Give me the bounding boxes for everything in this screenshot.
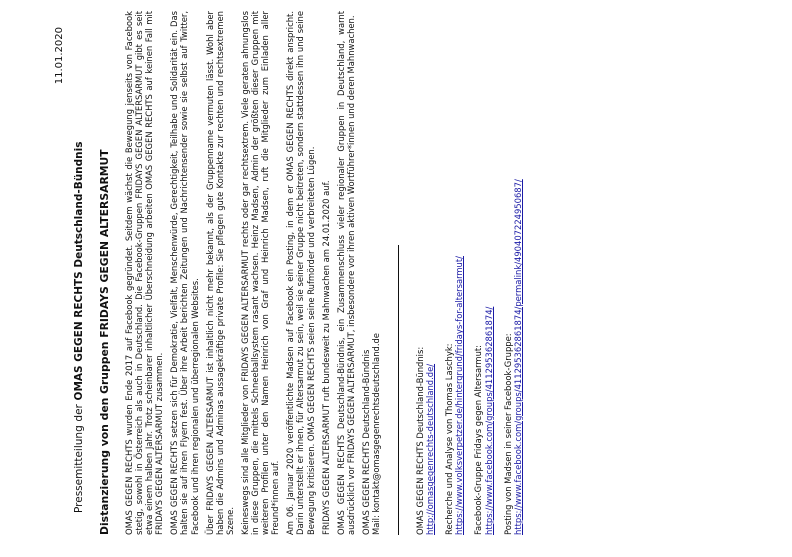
reference-label: OMAS GEGEN RECHTS Deutschland-Bündnis:	[415, 346, 426, 535]
paragraph: FRIDAYS GEGEN ALTERSARMUT ruft bundesweit zu Mahnwachen am 24.01.2020 auf.	[320, 180, 331, 535]
reference-label: Recherche und Analyse von Thomas Laschyk:	[444, 343, 455, 535]
paragraph: OMAS GEGEN RECHTS setzen sich für Demokratie, Vielfalt, Menschenwürde, Gerechtigkeit, Teilhabe und Solidarität ein. Das halten sie auf ihren Flyern fest. Über ihre Arbeit berichten Zeitungen und Nachrichtensender sowie sie selbst auf Twitter, Facebook und ihren regionalen und überregionalen Websites.	[169, 11, 200, 535]
separator-line	[398, 245, 399, 535]
subtitle: Distanzierung von den Gruppen FRIDAYS GEGEN ALTERSARMUT	[98, 149, 111, 535]
paragraph: OMAS GEGEN RECHTS wurden Ende 2017 auf Facebook gegründet. Seitdem wächst die Bewegung jenseits von Facebook stetig, sowohl in Österreich als auch in Deutschland. Die Facebook-Gruppen FRIDAYS GEGEN ALTERSARMUT gibt es seit etwa einem halben Jahr. Trotz scheinbarer inhaltlicher Überschneidung arbeiten OMAS GEGEN RECHTS auf keinen Fall mit FRIDAYS GEGEN ALTERSARMUT zusammen.	[124, 11, 165, 535]
reference-item	[415, 11, 435, 535]
contact-mail: Mail: kontakt@omasgegenrechtsdeutschland.de	[370, 333, 381, 535]
reference-link[interactable]: https://www.facebook.com/groups/411295362861874/	[483, 306, 494, 535]
reference-item	[503, 11, 523, 535]
reference-label: Posting von Madsen in seiner Facebook-Gruppe:	[502, 333, 513, 535]
reference-label: Facebook-Gruppe Fridays gegen Altersarmut:	[473, 345, 484, 535]
title-article: der	[73, 404, 85, 422]
document-body	[124, 11, 532, 535]
press-release-title	[73, 33, 85, 513]
reference-item	[473, 11, 493, 535]
paragraph: Über FRIDAYS GEGEN ALTERSARMUT ist inhaltlich nicht mehr bekannt, als der Gruppenname vermuten lässt. Wohl aber haben die Admins und Adminas aussagekräftige private Profile: Sie pflegen gute Kontakte zur rechten und rechtsextremen Szene.	[204, 11, 235, 535]
reference-link[interactable]: https://www.facebook.com/groups/411295362861874/permalink/490407224950687/	[512, 179, 523, 535]
title-prefix: Pressemitteilung	[73, 425, 85, 513]
contact-organization: OMAS GEGEN RECHTS Deutschland-Bündnis	[360, 349, 371, 535]
references-list	[415, 11, 523, 535]
paragraph: Am 06. Januar 2020 veröffentlichte Madsen auf Facebook ein Posting, in dem er OMAS GEGEN RECHTS direkt anspricht. Darin unterstellt er ihnen, für Altersarmut zu sein, weil sie seiner Gruppe nicht beitreten, sondern stattdessen ihn und seine Bewegung kritisieren. OMAS GEGEN RECHTS seien seine Rufmörder und verbreiteten Lügen.	[285, 11, 316, 535]
title-organization: OMAS GEGEN RECHTS Deutschland-Bündnis	[73, 141, 85, 401]
date: 11.01.2020	[54, 27, 65, 85]
reference-item	[444, 11, 464, 535]
paragraph: OMAS GEGEN RECHTS Deutschland-Bündnis, ein Zusammenschluss vieler regionaler Gruppen in Deutschland, warnt ausdrücklich vor FRIDAYS GEGEN ALTERSARMUT, insbesondere vor ihren aktiven Wortführer*innen und deren Mahnwachen.	[335, 11, 356, 535]
reference-link[interactable]: https://www.volksverpetzer.de/hintergrund/fridays-for-altersarmut/	[454, 256, 465, 535]
contact-block	[361, 11, 381, 535]
paragraph: Keineswegs sind alle Mitglieder von FRIDAYS GEGEN ALTERSARMUT rechts oder gar rechtsextrem. Viele geraten ahnungslos in diese Gruppen, die mittels Schneeballsystem rasant wachsen. Heinz Madsen, Admin der größten dieser Gruppen mit weiteren Profilen unter den Namen Heinrich von Graf und Heinrich Madsen, ruft die Mitglieder zum Einladen aller Freund*innen auf.	[239, 11, 281, 535]
reference-link[interactable]: http://omasgegenrechts-deutschland.de/	[425, 363, 436, 535]
